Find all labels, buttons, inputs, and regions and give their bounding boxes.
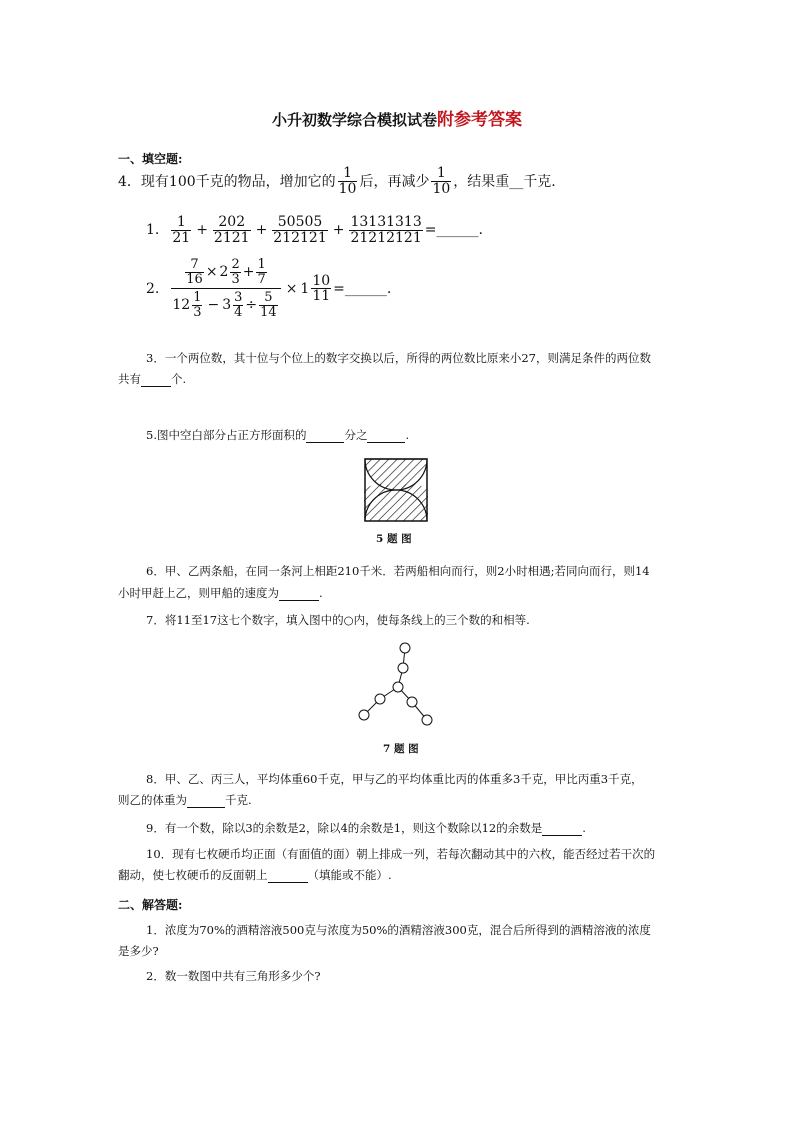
answer-blank xyxy=(367,428,405,443)
mixed-whole: 1 xyxy=(300,280,310,297)
number-circle xyxy=(359,710,369,720)
number-circle xyxy=(375,694,385,704)
q4-fraction-2: $\frac{1}{10}$ xyxy=(432,165,451,197)
number-circle xyxy=(400,643,410,653)
question-6-line1: 6．甲、乙两条船，在同一条河上相距210千米．若两船相向而行，则2小时相遇;若同向而行，则14 xyxy=(146,564,650,578)
figure-5-caption: 5 题 图 xyxy=(376,533,412,545)
answer-question-2: 2．数一数图中共有三角形多少个? xyxy=(146,969,321,983)
plus-sign: + xyxy=(255,222,268,239)
question-3-line1: 3．一个两位数，其十位与个位上的数字交换以后，所得的两位数比原来小27，则满足条件的两位数 xyxy=(146,351,651,365)
answer-blank xyxy=(268,868,308,883)
q4-post: ，结果重__千克. xyxy=(453,174,556,191)
q2-mixed-fraction: $\frac{10}{11}$ xyxy=(312,272,331,305)
answer-blank xyxy=(542,821,582,836)
number-circle xyxy=(393,682,403,692)
page-title xyxy=(0,105,794,130)
question-5: 5.图中空白部分占正方形面积的 分之 . xyxy=(146,428,410,442)
question-1 xyxy=(146,215,483,245)
q2-tail: =______. xyxy=(333,280,392,297)
answer-blank xyxy=(279,586,319,601)
figure-7-circle-diagram xyxy=(352,638,438,730)
answer-blank xyxy=(141,372,171,387)
question-10-line1: 10．现有七枚硬币均正面（有面值的面）朝上排成一列，若每次翻动其中的六枚，能否经过若干次的 xyxy=(146,847,656,861)
number-circle xyxy=(422,715,432,725)
answer-blank xyxy=(187,793,225,808)
q1-tail: =______. xyxy=(424,222,483,239)
answer-question-1-line2: 是多少? xyxy=(118,944,159,958)
figure-5-square-diagram xyxy=(364,458,428,522)
question-8-line1: 8．甲、乙、丙三人，平均体重60千克，甲与乙的平均体重比丙的体重多3千克，甲比丙重3千克， xyxy=(146,772,643,786)
section-fill-blank: 一、填空题: xyxy=(118,152,183,166)
q4-pre: 4．现有100千克的物品，增加它的 xyxy=(118,174,336,191)
plus-sign: + xyxy=(196,222,208,239)
q1-fraction: $\frac{50505}{212121}$ xyxy=(273,214,327,246)
q4-mid: 后，再减少 xyxy=(359,174,430,191)
q1-fraction: $\frac{202}{2121}$ xyxy=(213,214,250,246)
plus-sign: + xyxy=(332,222,345,239)
number-circle xyxy=(407,697,417,707)
times-sign: × xyxy=(285,280,298,297)
section-answer: 二、解答题: xyxy=(118,898,183,912)
number-circle xyxy=(398,663,408,673)
question-3-line2: 共有 个. xyxy=(118,372,187,386)
question-9: 9．有一个数，除以3的余数是2，除以4的余数是1，则这个数除以12的余数是 . xyxy=(146,821,586,835)
title-red: 附参考答案 xyxy=(437,110,522,130)
figure-7-caption: 7 题 图 xyxy=(383,743,419,755)
q2-label: 2. xyxy=(146,280,160,297)
q1-fraction: $\frac{13131313}{21212121}$ xyxy=(350,214,422,246)
q1-fraction: $\frac{1}{21}$ xyxy=(172,214,191,246)
question-4 xyxy=(118,166,556,196)
question-7: 7．将11至17这七个数字，填入图中的○内，使每条线上的三个数的和相等. xyxy=(146,613,530,627)
question-2 xyxy=(146,258,391,320)
question-8-line2: 则乙的体重为 千克. xyxy=(118,793,252,807)
question-10-line2: 翻动，使七枚硬币的反面朝上 （填能或不能）. xyxy=(118,868,392,882)
q2-complex-fraction: $\frac{7}{16}$ × 2 $\frac{2}{3}$ + $\frac{1}{7}$ 12 $\frac{1}{3}$ − 3 $\frac{3}{4}$ ÷ $\frac{5}{14}$ xyxy=(171,258,280,320)
answer-question-1-line1: 1．浓度为70%的酒精溶液500克与浓度为50%的酒精溶液300克，混合后所得到的酒精溶液的浓度 xyxy=(146,923,651,937)
answer-blank xyxy=(306,428,344,443)
question-6-line2: 小时甲赶上乙，则甲船的速度为 . xyxy=(118,586,323,600)
q4-fraction-1: $\frac{1}{10}$ xyxy=(338,165,357,197)
q1-label: 1. xyxy=(146,222,160,239)
title-main: 小升初数学综合模拟试卷 xyxy=(271,111,437,129)
